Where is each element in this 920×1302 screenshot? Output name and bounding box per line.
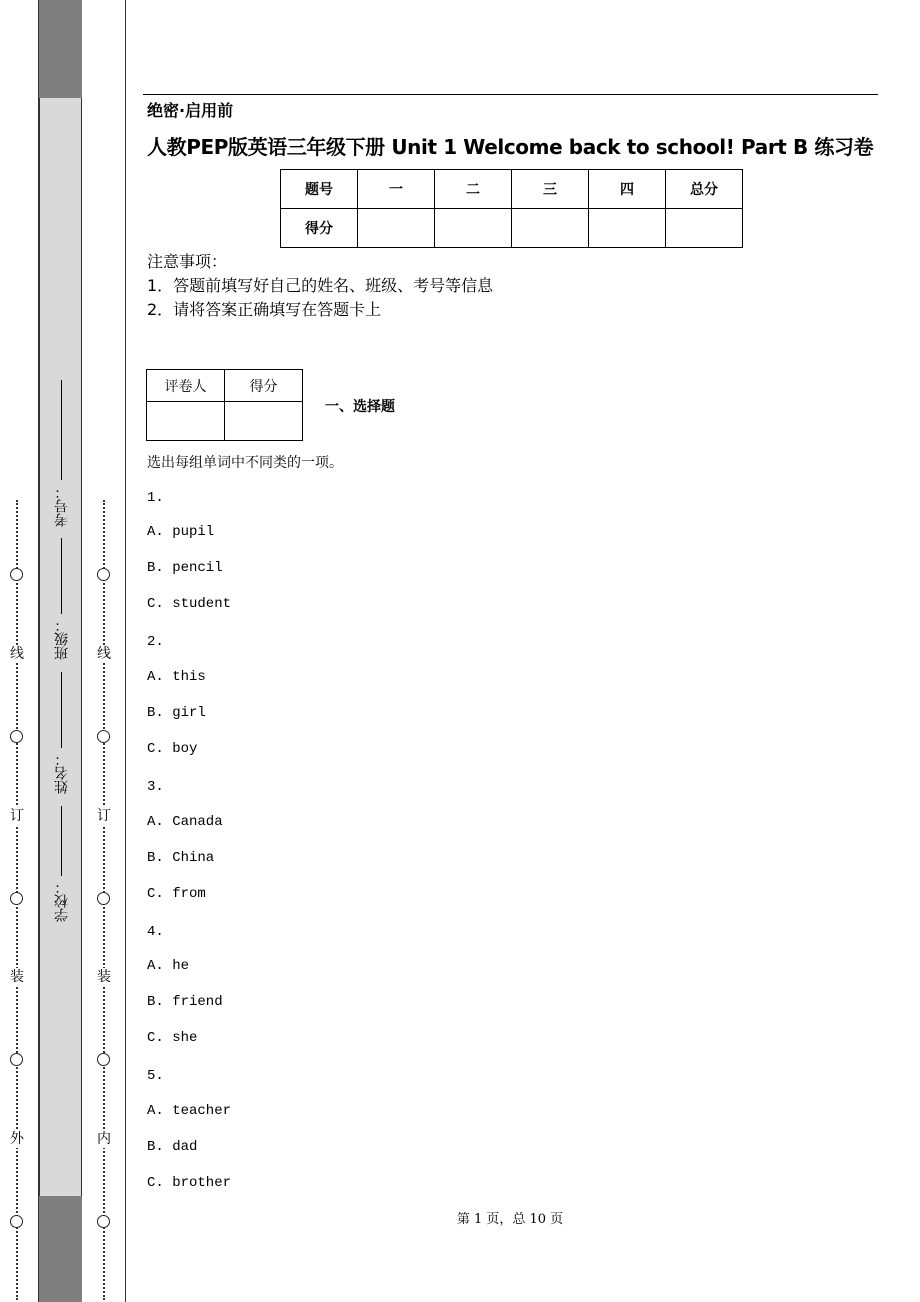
fill-line xyxy=(61,380,62,480)
binding-dark-block-top xyxy=(39,0,82,98)
grader-cell[interactable] xyxy=(225,402,303,441)
option[interactable]: C. student xyxy=(147,596,232,612)
option[interactable]: A. this xyxy=(147,669,206,685)
score-header: 二 xyxy=(435,170,512,209)
circle-mark xyxy=(97,568,110,581)
circle-mark xyxy=(10,1053,23,1066)
option[interactable]: A. Canada xyxy=(147,814,223,830)
section-instruction: 选出每组单词中不同类的一项。 xyxy=(147,455,343,471)
score-row-label: 得分 xyxy=(281,209,358,248)
seal-char: 线 xyxy=(94,645,114,663)
option[interactable]: B. girl xyxy=(147,705,206,721)
seal-char: 外 xyxy=(7,1130,27,1148)
question-number: 1. xyxy=(147,490,164,506)
option[interactable]: B. China xyxy=(147,850,215,866)
option[interactable]: C. brother xyxy=(147,1175,232,1191)
notice-title: 注意事项： xyxy=(147,252,228,271)
student-info xyxy=(48,380,76,940)
seal-char: 内 xyxy=(94,1130,114,1148)
score-cell[interactable] xyxy=(358,209,435,248)
header-rule xyxy=(143,94,878,95)
circle-mark xyxy=(10,730,23,743)
exam-number-label: 考号： xyxy=(54,485,70,527)
class-label: 班级： xyxy=(54,618,70,660)
option[interactable]: B. pencil xyxy=(147,560,223,576)
score-header: 一 xyxy=(358,170,435,209)
grader-header: 评卷人 xyxy=(147,370,225,402)
name-label: 姓名： xyxy=(54,752,70,794)
seal-char: 装 xyxy=(7,968,27,986)
score-table xyxy=(280,169,743,248)
option[interactable]: A. pupil xyxy=(147,524,215,540)
circle-mark xyxy=(10,568,23,581)
question-number: 5. xyxy=(147,1068,164,1084)
circle-mark xyxy=(97,892,110,905)
circle-mark xyxy=(97,730,110,743)
school-label: 学校： xyxy=(54,880,70,922)
page-footer: 第 1 页，总 10 页 xyxy=(456,1212,564,1227)
circle-mark xyxy=(97,1053,110,1066)
confidential-label: 绝密·启用前 xyxy=(147,101,234,120)
binding-rule xyxy=(125,0,126,1302)
seal-char: 线 xyxy=(7,645,27,663)
score-cell[interactable] xyxy=(435,209,512,248)
question-number: 2. xyxy=(147,634,164,650)
option[interactable]: B. dad xyxy=(147,1139,198,1155)
score-cell[interactable] xyxy=(666,209,743,248)
question-number: 4. xyxy=(147,924,164,940)
inner-seal-line xyxy=(94,500,114,1300)
grader-header: 得分 xyxy=(225,370,303,402)
outer-seal-line xyxy=(7,500,27,1300)
notice-item: 2．请将答案正确填写在答题卡上 xyxy=(147,300,382,319)
seal-char: 订 xyxy=(94,807,114,825)
notice-item: 1．答题前填写好自己的姓名、班级、考号等信息 xyxy=(147,276,494,295)
option[interactable]: C. boy xyxy=(147,741,198,757)
binding-margin xyxy=(0,0,127,1302)
seal-char: 订 xyxy=(7,807,27,825)
score-cell[interactable] xyxy=(589,209,666,248)
score-header: 三 xyxy=(512,170,589,209)
circle-mark xyxy=(10,892,23,905)
score-header: 题号 xyxy=(281,170,358,209)
fill-line xyxy=(61,538,62,614)
seal-char: 装 xyxy=(94,968,114,986)
score-header: 总分 xyxy=(666,170,743,209)
option[interactable]: C. from xyxy=(147,886,206,902)
question-number: 3. xyxy=(147,779,164,795)
score-header: 四 xyxy=(589,170,666,209)
option[interactable]: C. she xyxy=(147,1030,198,1046)
page-title: 人教PEP版英语三年级下册 Unit 1 Welcome back to school! Part B 练习卷 xyxy=(147,135,874,159)
score-cell[interactable] xyxy=(512,209,589,248)
grader-table xyxy=(146,369,303,441)
option[interactable]: B. friend xyxy=(147,994,223,1010)
option[interactable]: A. teacher xyxy=(147,1103,232,1119)
grader-cell[interactable] xyxy=(147,402,225,441)
fill-line xyxy=(61,806,62,876)
notice xyxy=(147,250,493,322)
section-title: 一、选择题 xyxy=(325,399,395,415)
option[interactable]: A. he xyxy=(147,958,190,974)
fill-line xyxy=(61,672,62,748)
